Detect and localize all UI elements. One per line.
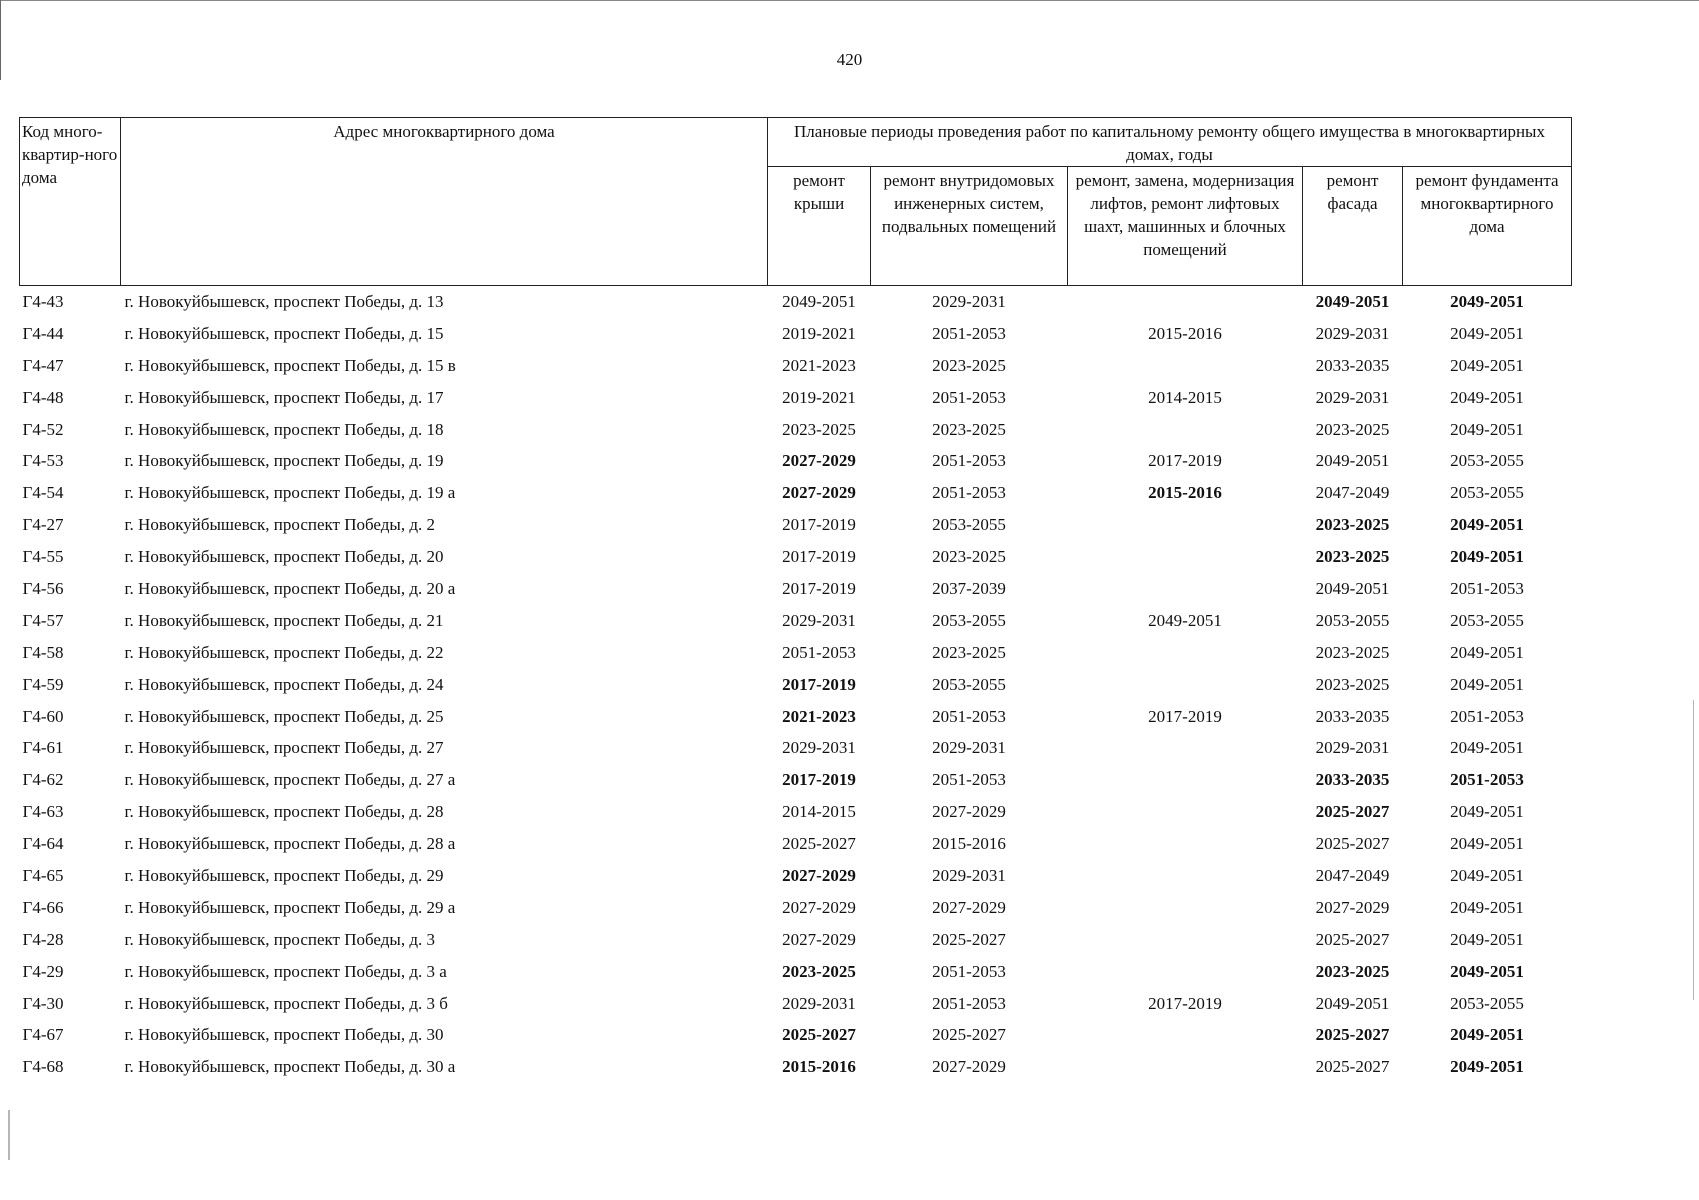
- cell-lift: [1068, 286, 1303, 318]
- cell-foundation: 2053-2055: [1450, 993, 1524, 1013]
- cell-address: г. Новокуйбышевск, проспект Победы, д. 13: [124, 291, 444, 311]
- table-row: [20, 445, 1572, 477]
- cell-roof: 2049-2051: [782, 291, 856, 311]
- cell-facade: 2047-2049: [1315, 483, 1390, 503]
- cell-facade: 2023-2025: [1315, 961, 1390, 981]
- cell-facade: 2029-2031: [1315, 387, 1390, 407]
- header-foundation: ремонт фундамента многоквартирного дома: [1403, 167, 1572, 286]
- cell-lift: [1068, 414, 1303, 446]
- cell-foundation: 2049-2051: [1450, 419, 1524, 439]
- cell-foundation: 2049-2051: [1450, 865, 1524, 885]
- cell-engineering: 2023-2025: [932, 547, 1006, 567]
- cell-facade: 2049-2051: [1315, 578, 1390, 598]
- cell-foundation: 2049-2051: [1450, 1025, 1524, 1045]
- cell-foundation: 2051-2053: [1450, 578, 1524, 598]
- cell-lift: [1068, 1051, 1303, 1083]
- cell-facade: 2023-2025: [1315, 642, 1390, 662]
- cell-foundation: 2049-2051: [1450, 515, 1524, 535]
- cell-foundation: 2049-2051: [1450, 674, 1524, 694]
- cell-roof: 2051-2053: [782, 642, 856, 662]
- cell-lift: [1068, 956, 1303, 988]
- cell-code: Г4-68: [22, 1057, 64, 1077]
- cell-roof: 2027-2029: [782, 865, 856, 885]
- cell-code: Г4-27: [22, 515, 64, 535]
- cell-lift: [1068, 892, 1303, 924]
- cell-lift: 2014-2015: [1148, 387, 1222, 407]
- cell-address: г. Новокуйбышевск, проспект Победы, д. 15: [124, 323, 444, 343]
- header-code: Код много-квартир-ного дома: [20, 118, 121, 286]
- cell-engineering: 2051-2053: [932, 483, 1006, 503]
- cell-code: Г4-47: [22, 355, 64, 375]
- cell-address: г. Новокуйбышевск, проспект Победы, д. 30 а: [124, 1057, 456, 1077]
- header-address: Адрес многоквартирного дома: [121, 118, 768, 286]
- cell-lift: [1068, 669, 1303, 701]
- cell-roof: 2029-2031: [782, 738, 856, 758]
- cell-facade: 2023-2025: [1315, 674, 1390, 694]
- cell-facade: 2025-2027: [1315, 1057, 1390, 1077]
- cell-engineering: 2037-2039: [932, 578, 1006, 598]
- cell-code: Г4-66: [22, 897, 64, 917]
- table-row: [20, 541, 1572, 573]
- table-row: [20, 796, 1572, 828]
- cell-roof: 2019-2021: [782, 323, 856, 343]
- cell-lift: [1068, 924, 1303, 956]
- cell-address: г. Новокуйбышевск, проспект Победы, д. 30: [124, 1025, 444, 1045]
- cell-foundation: 2051-2053: [1450, 706, 1524, 726]
- cell-address: г. Новокуйбышевск, проспект Победы, д. 21: [124, 610, 444, 630]
- cell-address: г. Новокуйбышевск, проспект Победы, д. 15 в: [124, 355, 456, 375]
- table-row: [20, 350, 1572, 382]
- cell-engineering: 2027-2029: [932, 802, 1006, 822]
- cell-facade: 2033-2035: [1315, 770, 1390, 790]
- cell-code: Г4-55: [22, 547, 64, 567]
- cell-address: г. Новокуйбышевск, проспект Победы, д. 17: [124, 387, 444, 407]
- cell-foundation: 2049-2051: [1450, 738, 1524, 758]
- cell-engineering: 2051-2053: [932, 451, 1006, 471]
- cell-roof: 2021-2023: [782, 706, 856, 726]
- table-body: [20, 286, 1572, 1084]
- cell-roof: 2017-2019: [782, 770, 856, 790]
- cell-facade: 2049-2051: [1315, 993, 1390, 1013]
- scan-artifact: [8, 1110, 10, 1160]
- cell-foundation: 2053-2055: [1450, 483, 1524, 503]
- cell-code: Г4-57: [22, 610, 64, 630]
- cell-address: г. Новокуйбышевск, проспект Победы, д. 19: [124, 451, 444, 471]
- cell-code: Г4-60: [22, 706, 64, 726]
- cell-address: г. Новокуйбышевск, проспект Победы, д. 2: [124, 515, 435, 535]
- cell-lift: [1068, 509, 1303, 541]
- cell-roof: 2029-2031: [782, 993, 856, 1013]
- table-row: [20, 764, 1572, 796]
- cell-address: г. Новокуйбышевск, проспект Победы, д. 29: [124, 865, 444, 885]
- cell-foundation: 2053-2055: [1450, 610, 1524, 630]
- cell-roof: 2017-2019: [782, 674, 856, 694]
- cell-facade: 2033-2035: [1315, 355, 1390, 375]
- cell-facade: 2025-2027: [1315, 1025, 1390, 1045]
- cell-lift: [1068, 350, 1303, 382]
- cell-engineering: 2029-2031: [932, 291, 1006, 311]
- header-engineering: ремонт внутридомовых инженерных систем, подвальных помещений: [871, 167, 1068, 286]
- cell-lift: [1068, 573, 1303, 605]
- cell-address: г. Новокуйбышевск, проспект Победы, д. 27 а: [124, 770, 456, 790]
- cell-lift: 2017-2019: [1148, 451, 1222, 471]
- cell-foundation: 2049-2051: [1450, 834, 1524, 854]
- cell-lift: [1068, 1019, 1303, 1051]
- cell-engineering: 2051-2053: [932, 770, 1006, 790]
- cell-foundation: 2049-2051: [1450, 961, 1524, 981]
- cell-foundation: 2049-2051: [1450, 1057, 1524, 1077]
- cell-engineering: 2027-2029: [932, 1057, 1006, 1077]
- cell-code: Г4-59: [22, 674, 64, 694]
- table-row: [20, 1019, 1572, 1051]
- cell-lift: 2049-2051: [1148, 610, 1222, 630]
- repair-plan-table-wrap: [19, 117, 1572, 1083]
- cell-roof: 2025-2027: [782, 834, 856, 854]
- cell-roof: 2021-2023: [782, 355, 856, 375]
- cell-foundation: 2049-2051: [1450, 547, 1524, 567]
- cell-code: Г4-48: [22, 387, 64, 407]
- cell-foundation: 2049-2051: [1450, 323, 1524, 343]
- cell-lift: [1068, 764, 1303, 796]
- cell-code: Г4-43: [22, 291, 64, 311]
- cell-engineering: 2023-2025: [932, 355, 1006, 375]
- cell-address: г. Новокуйбышевск, проспект Победы, д. 3 а: [124, 961, 447, 981]
- cell-code: Г4-65: [22, 865, 64, 885]
- cell-engineering: 2025-2027: [932, 929, 1006, 949]
- cell-facade: 2049-2051: [1315, 291, 1390, 311]
- cell-code: Г4-28: [22, 929, 64, 949]
- cell-foundation: 2049-2051: [1450, 355, 1524, 375]
- table-row: [20, 956, 1572, 988]
- cell-roof: 2015-2016: [782, 1057, 856, 1077]
- cell-address: г. Новокуйбышевск, проспект Победы, д. 20: [124, 547, 444, 567]
- cell-foundation: 2049-2051: [1450, 929, 1524, 949]
- cell-engineering: 2051-2053: [932, 387, 1006, 407]
- cell-lift: 2015-2016: [1148, 323, 1222, 343]
- cell-code: Г4-52: [22, 419, 64, 439]
- cell-facade: 2023-2025: [1315, 515, 1390, 535]
- cell-address: г. Новокуйбышевск, проспект Победы, д. 18: [124, 419, 444, 439]
- cell-foundation: 2051-2053: [1450, 770, 1524, 790]
- cell-address: г. Новокуйбышевск, проспект Победы, д. 24: [124, 674, 444, 694]
- cell-code: Г4-63: [22, 802, 64, 822]
- cell-facade: 2025-2027: [1315, 802, 1390, 822]
- cell-facade: 2053-2055: [1315, 610, 1390, 630]
- cell-lift: 2015-2016: [1148, 483, 1222, 503]
- cell-code: Г4-44: [22, 323, 64, 343]
- cell-foundation: 2049-2051: [1450, 897, 1524, 917]
- table-row: [20, 605, 1572, 637]
- table-row: [20, 509, 1572, 541]
- table-row: [20, 318, 1572, 350]
- repair-plan-table: [19, 117, 1572, 1083]
- table-row: [20, 732, 1572, 764]
- cell-address: г. Новокуйбышевск, проспект Победы, д. 3 б: [124, 993, 448, 1013]
- cell-lift: [1068, 796, 1303, 828]
- cell-engineering: 2051-2053: [932, 961, 1006, 981]
- cell-engineering: 2023-2025: [932, 642, 1006, 662]
- cell-address: г. Новокуйбышевск, проспект Победы, д. 22: [124, 642, 444, 662]
- cell-roof: 2014-2015: [782, 802, 856, 822]
- cell-engineering: 2023-2025: [932, 419, 1006, 439]
- cell-code: Г4-62: [22, 770, 64, 790]
- cell-address: г. Новокуйбышевск, проспект Победы, д. 28 а: [124, 834, 456, 854]
- cell-code: Г4-67: [22, 1025, 64, 1045]
- cell-engineering: 2015-2016: [932, 834, 1006, 854]
- cell-engineering: 2051-2053: [932, 323, 1006, 343]
- table-row: [20, 892, 1572, 924]
- cell-lift: [1068, 860, 1303, 892]
- cell-roof: 2017-2019: [782, 578, 856, 598]
- table-row: [20, 414, 1572, 446]
- cell-roof: 2017-2019: [782, 547, 856, 567]
- cell-lift: [1068, 828, 1303, 860]
- table-row: [20, 988, 1572, 1020]
- table-row: [20, 1051, 1572, 1083]
- cell-facade: 2025-2027: [1315, 834, 1390, 854]
- cell-roof: 2017-2019: [782, 515, 856, 535]
- cell-facade: 2029-2031: [1315, 738, 1390, 758]
- scan-artifact: [1693, 700, 1694, 1000]
- cell-code: Г4-30: [22, 993, 64, 1013]
- cell-engineering: 2053-2055: [932, 515, 1006, 535]
- cell-code: Г4-54: [22, 483, 64, 503]
- cell-engineering: 2053-2055: [932, 674, 1006, 694]
- cell-code: Г4-29: [22, 961, 64, 981]
- cell-roof: 2027-2029: [782, 451, 856, 471]
- cell-roof: 2029-2031: [782, 610, 856, 630]
- cell-engineering: 2029-2031: [932, 738, 1006, 758]
- table-row: [20, 828, 1572, 860]
- cell-engineering: 2053-2055: [932, 610, 1006, 630]
- header-facade: ремонт фасада: [1303, 167, 1403, 286]
- cell-facade: 2025-2027: [1315, 929, 1390, 949]
- cell-address: г. Новокуйбышевск, проспект Победы, д. 27: [124, 738, 444, 758]
- cell-roof: 2023-2025: [782, 419, 856, 439]
- table-row: [20, 924, 1572, 956]
- table-row: [20, 637, 1572, 669]
- cell-address: г. Новокуйбышевск, проспект Победы, д. 25: [124, 706, 444, 726]
- cell-foundation: 2049-2051: [1450, 802, 1524, 822]
- cell-address: г. Новокуйбышевск, проспект Победы, д. 20 а: [124, 578, 456, 598]
- cell-foundation: 2053-2055: [1450, 451, 1524, 471]
- cell-engineering: 2051-2053: [932, 993, 1006, 1013]
- table-row: [20, 573, 1572, 605]
- cell-code: Г4-61: [22, 738, 64, 758]
- cell-address: г. Новокуйбышевск, проспект Победы, д. 28: [124, 802, 444, 822]
- header-lift: ремонт, замена, модернизация лифтов, ремонт лифтовых шахт, машинных и блочных помещений: [1068, 167, 1303, 286]
- cell-foundation: 2049-2051: [1450, 291, 1524, 311]
- cell-engineering: 2029-2031: [932, 865, 1006, 885]
- cell-lift: [1068, 732, 1303, 764]
- table-row: [20, 477, 1572, 509]
- cell-facade: 2023-2025: [1315, 547, 1390, 567]
- cell-engineering: 2027-2029: [932, 897, 1006, 917]
- cell-roof: 2023-2025: [782, 961, 856, 981]
- cell-address: г. Новокуйбышевск, проспект Победы, д. 3: [124, 929, 435, 949]
- cell-facade: 2047-2049: [1315, 865, 1390, 885]
- table-header: [20, 118, 1572, 286]
- cell-lift: 2017-2019: [1148, 993, 1222, 1013]
- cell-lift: [1068, 637, 1303, 669]
- cell-facade: 2049-2051: [1315, 451, 1390, 471]
- cell-facade: 2029-2031: [1315, 323, 1390, 343]
- page-number: 420: [836, 50, 863, 69]
- cell-roof: 2027-2029: [782, 929, 856, 949]
- cell-facade: 2023-2025: [1315, 419, 1390, 439]
- cell-lift: 2017-2019: [1148, 706, 1222, 726]
- cell-lift: [1068, 541, 1303, 573]
- cell-roof: 2025-2027: [782, 1025, 856, 1045]
- cell-code: Г4-64: [22, 834, 64, 854]
- cell-foundation: 2049-2051: [1450, 642, 1524, 662]
- cell-roof: 2019-2021: [782, 387, 856, 407]
- table-row: [20, 701, 1572, 733]
- header-roof: ремонт крыши: [768, 167, 871, 286]
- cell-engineering: 2025-2027: [932, 1025, 1006, 1045]
- cell-engineering: 2051-2053: [932, 706, 1006, 726]
- header-planned-periods: Плановые периоды проведения работ по капитальному ремонту общего имущества в многоквартирных домах, годы: [768, 118, 1572, 167]
- cell-roof: 2027-2029: [782, 897, 856, 917]
- table-row: [20, 860, 1572, 892]
- cell-facade: 2027-2029: [1315, 897, 1390, 917]
- cell-code: Г4-53: [22, 451, 64, 471]
- cell-roof: 2027-2029: [782, 483, 856, 503]
- cell-foundation: 2049-2051: [1450, 387, 1524, 407]
- page-edge-line: [0, 0, 1699, 1]
- table-row: [20, 286, 1572, 318]
- cell-address: г. Новокуйбышевск, проспект Победы, д. 19 а: [124, 483, 456, 503]
- cell-facade: 2033-2035: [1315, 706, 1390, 726]
- cell-address: г. Новокуйбышевск, проспект Победы, д. 29 а: [124, 897, 456, 917]
- table-row: [20, 382, 1572, 414]
- cell-code: Г4-56: [22, 578, 64, 598]
- cell-code: Г4-58: [22, 642, 64, 662]
- table-row: [20, 669, 1572, 701]
